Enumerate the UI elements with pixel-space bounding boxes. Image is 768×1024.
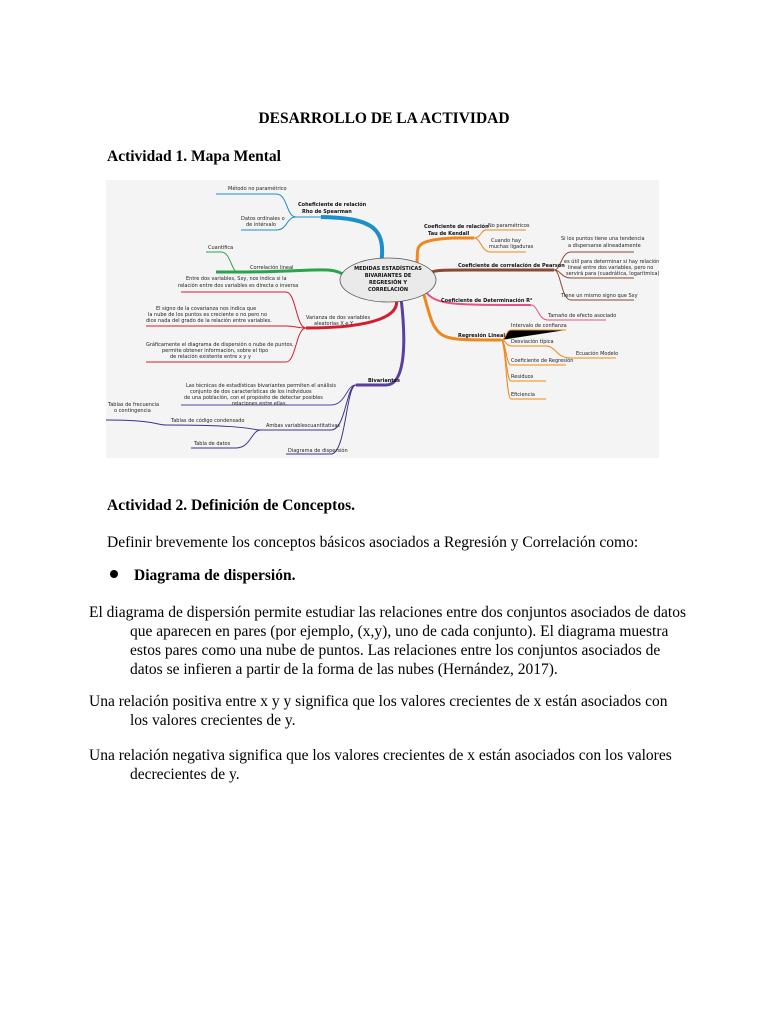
svg-text:muchas ligaduras: muchas ligaduras — [489, 244, 534, 250]
svg-text:Coeficiente de Regresión: Coeficiente de Regresión — [511, 358, 574, 364]
svg-text:Diagrama de dispersión: Diagrama de dispersión — [288, 448, 348, 454]
svg-text:Cuando hay: Cuando hay — [491, 238, 521, 244]
mind-map — [106, 180, 659, 458]
svg-text:Coeficiente de correlación de: Coeficiente de correlación de Pearson — [458, 263, 565, 269]
svg-text:Tiene un mismo signo que Sxy: Tiene un mismo signo que Sxy — [561, 293, 638, 299]
svg-text:Bivariantes: Bivariantes — [368, 378, 401, 384]
paragraph-1: El diagrama de dispersión permite estudiar las relaciones entre dos conjuntos asociados de datos que aparecen en pares (por ejemplo, (x,y), uno de cada conjunto). El diagrama muestra estos pares como una nube de puntos. Las relaciones entre los conjuntos asociados de datos se infieren a partir de la forma de las nubes (Hernández, 2017). — [89, 604, 686, 678]
svg-text:CORRELACIÓN: CORRELACIÓN — [367, 287, 409, 293]
svg-text:Coheficiente de relación: Coheficiente de relación — [298, 202, 367, 208]
svg-text:Coeficiente de Determinación R: Coeficiente de Determinación R² — [441, 298, 533, 304]
svg-text:es útil para determinar si hay: es útil para determinar si hay relación — [564, 259, 659, 265]
svg-text:No paramétricos: No paramétricos — [488, 223, 530, 229]
svg-text:relación entre dos variables e: relación entre dos variables es directa o inversa — [178, 283, 299, 289]
svg-text:Tablas de frecuencia: Tablas de frecuencia — [108, 402, 160, 408]
svg-text:Entre dos variables, Sxy, nos: Entre dos variables, Sxy, nos indica si la — [186, 276, 287, 282]
svg-text:Tamaño de efecto asociado: Tamaño de efecto asociado — [548, 313, 617, 319]
svg-text:Rho de Spearman: Rho de Spearman — [302, 209, 352, 215]
svg-text:Varianza de dos variables: Varianza de dos variables — [306, 315, 371, 321]
svg-text:Método no paramétrico: Método no paramétrico — [228, 186, 287, 192]
svg-text:Correlación lineal: Correlación lineal — [250, 265, 294, 271]
svg-text:Si los puntos tiene una tenden: Si los puntos tiene una tendencia — [561, 236, 645, 242]
svg-text:de intérvalo: de intérvalo — [246, 222, 276, 228]
svg-text:la nube de los puntos es creci: la nube de los puntos es creciente o no pero no — [148, 312, 268, 318]
svg-text:Datos ordinales o: Datos ordinales o — [241, 216, 285, 222]
bullet-label: Diagrama de dispersión. — [134, 567, 296, 584]
paragraph-3: Una relación negativa significa que los valores crecientes de x están asociados con los valores decrecientes de y. — [89, 747, 672, 783]
intro-paragraph: Definir brevemente los conceptos básicos asociados a Regresión y Correlación como: — [107, 534, 639, 551]
svg-text:Residuos: Residuos — [511, 374, 534, 380]
svg-text:de una población, con el propó: de una población, con el propósito de detectar posibles — [184, 395, 323, 401]
svg-text:REGRESIÓN Y: REGRESIÓN Y — [369, 280, 407, 286]
svg-text:relaciones entre ellas.: relaciones entre ellas. — [232, 401, 288, 407]
page-title: DESARROLLO DE LA ACTIVIDAD — [258, 110, 510, 127]
svg-text:Eficiencia: Eficiencia — [511, 392, 535, 398]
svg-text:permite obtener información, s: permite obtener información, sobre el tipo — [162, 348, 269, 354]
svg-text:o contingencia: o contingencia — [114, 408, 151, 414]
paragraph-2: Una relación positiva entre x y y significa que los valores crecientes de x están asociados con los valores crecientes de y. — [89, 693, 668, 729]
svg-text:Coeficiente de relación: Coeficiente de relación — [424, 224, 489, 230]
svg-text:Gráficamente el diagrama de di: Gráficamente el diagrama de dispersión o nube de puntos, — [146, 342, 294, 348]
svg-text:El signo de la covarianza nos: El signo de la covarianza nos indica que — [156, 306, 257, 312]
svg-text:Desviación típica: Desviación típica — [511, 339, 554, 345]
svg-text:Tablas de código condensado: Tablas de código condensado — [171, 418, 245, 424]
svg-text:Ambas variablescuantitativas: Ambas variablescuantitativas — [266, 423, 341, 429]
svg-text:BIVARIANTES DE: BIVARIANTES DE — [364, 273, 412, 279]
bullet-item — [110, 567, 295, 585]
svg-text:Intervalo de confianza: Intervalo de confianza — [511, 323, 567, 329]
bullet-icon — [110, 570, 118, 578]
svg-text:Regresión Lineal: Regresión Lineal — [458, 333, 506, 339]
svg-text:aleatorias X e Y: aleatorias X e Y — [314, 321, 354, 327]
center-node: MEDIDAS ESTADÍSTICAS — [354, 266, 422, 272]
svg-text:Las técnicas de estadísticas b: Las técnicas de estadísticas bivariantes permiten el análisis — [186, 383, 336, 389]
svg-text:lineal entre dos variables, pe: lineal entre dos variables, pero no — [568, 265, 654, 271]
svg-text:Ecuación Modelo: Ecuación Modelo — [576, 351, 619, 357]
svg-text:Tau de Kendall: Tau de Kendall — [428, 231, 470, 237]
activity-2-heading: Actividad 2. Definición de Conceptos. — [107, 497, 355, 514]
svg-text:Cuantifica: Cuantifica — [208, 245, 234, 251]
svg-text:de relación existente entre x: de relación existente entre x y y — [170, 354, 251, 360]
activity-1-heading: Actividad 1. Mapa Mental — [107, 148, 281, 165]
svg-text:conjunto de dos característica: conjunto de dos características de los individuos — [190, 389, 312, 395]
svg-text:Tabla de datos: Tabla de datos — [194, 441, 231, 447]
svg-text:servirá para (cuadrática, loga: servirá para (cuadrática, logarítmica) — [566, 271, 659, 277]
svg-text:a dispersarse alineadamente: a dispersarse alineadamente — [568, 243, 641, 249]
svg-text:dice nada del grado de la rela: dice nada del grado de la relación entre variables. — [146, 318, 272, 324]
